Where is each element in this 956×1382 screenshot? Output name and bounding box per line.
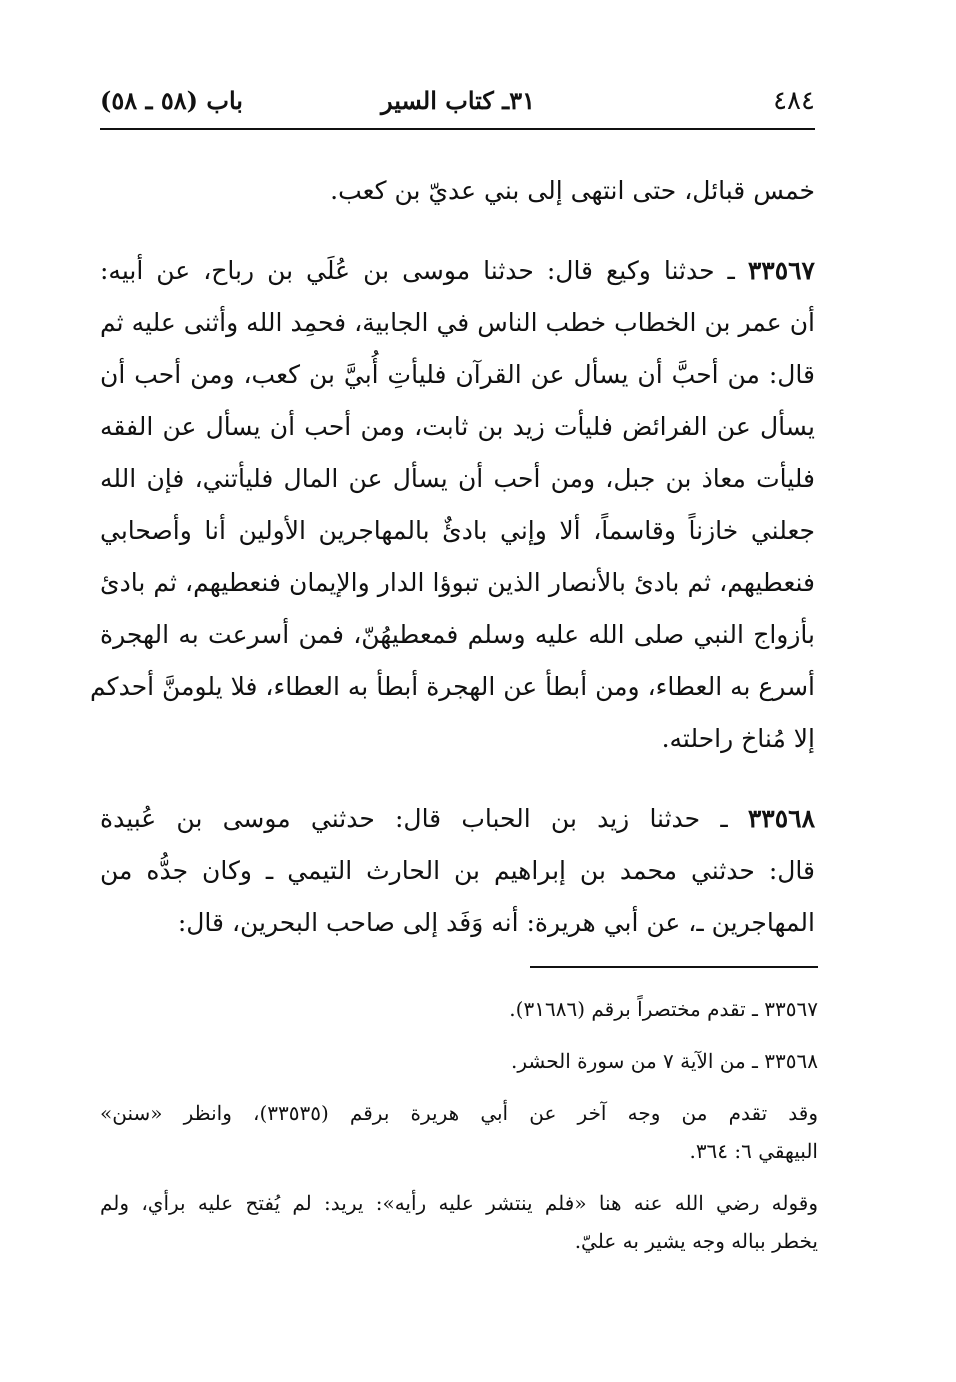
line-text: المهاجرين ـ، عن أبي هريرة: أنه وَفَد إلى صاحب البحرين، قال: — [177, 908, 815, 937]
footnote — [100, 1094, 818, 1170]
hadith-number: ٣٣٥٦٨ — [747, 804, 815, 833]
footnote-divider — [530, 966, 818, 968]
line-text: بأزواج النبي صلى الله عليه وسلم فمعطيهُنّ، فمن أسرعت به الهجرة — [100, 620, 815, 649]
chapter-reference: باب (٥٨ ـ ٥٨) — [100, 86, 243, 115]
line-text: يسأل عن الفرائض فليأت زيد بن ثابت، ومن أحب أن يسأل عن الفقه — [100, 412, 815, 441]
footnote — [100, 990, 818, 1028]
line-text: أن عمر بن الخطاب خطب الناس في الجابية، فحمِد الله وأثنى عليه ثم — [100, 308, 815, 337]
paragraph — [100, 793, 815, 949]
hadith-number: ٣٣٥٦٧ — [747, 256, 815, 285]
line-text: قال: حدثني محمد بن إبراهيم بن الحارث التيمي ـ وكان جدُّه من — [100, 856, 815, 885]
text-line — [100, 609, 815, 661]
line-text: فنعطيهم، ثم بادئ بالأنصار الذين تبوؤا الدار والإيمان فنعطيهم، ثم بادئ — [100, 568, 815, 597]
text-line — [100, 165, 815, 217]
footnote-line: ٣٣٥٦٧ ـ تقدم مختصراً برقم (٣١٦٨٦). — [509, 997, 818, 1021]
text-line — [100, 557, 815, 609]
paragraph — [90, 245, 815, 765]
line-text: ـ حدثنا وكيع قال: حدثنا موسى بن عُلَي بن رباح، عن أبيه: — [100, 256, 735, 285]
footnote-line: ٣٣٥٦٨ ـ من الآية ٧ من سورة الحشر. — [511, 1049, 818, 1073]
text-line — [100, 505, 815, 557]
text-line — [100, 845, 815, 897]
text-line — [100, 349, 815, 401]
book-title: ٣١ـ كتاب السير — [381, 86, 535, 115]
footnote — [100, 1184, 818, 1260]
footnote-line: وقوله رضي الله عنه هنا «فلم ينتشر عليه رأيه»: يريد: لم يُفتح عليه برأي، ولم — [100, 1191, 819, 1215]
text-line — [100, 793, 815, 845]
text-line — [100, 453, 815, 505]
line-text: إلا مُناخ راحلته. — [661, 724, 815, 753]
paragraph — [100, 165, 815, 217]
line-text: قال: من أحبَّ أن يسأل عن القرآن فليأتِ أُبيَّ بن كعب، ومن أحب أن — [100, 360, 815, 389]
footnote-line: وقد تقدم من وجه آخر عن أبي هريرة برقم (٣٣٥٣٥)، وانظر «سنن» — [100, 1101, 818, 1125]
footnote-line: البيهقي ٦: ٣٦٤. — [689, 1139, 818, 1163]
line-text: خمس قبائل، حتى انتهى إلى بني عديّ بن كعب. — [330, 176, 815, 205]
main-text — [90, 165, 815, 977]
page-number: ٤٨٤ — [773, 86, 815, 116]
page-header — [100, 82, 815, 130]
footnotes — [100, 990, 818, 1274]
footnote — [100, 1042, 818, 1080]
text-line — [100, 245, 815, 297]
line-text: جعلني خازناً وقاسماً، ألا وإني بادئٌ بالمهاجرين الأولين أنا وأصحابي — [100, 516, 815, 545]
footnote-line: يخطر بباله وجه يشير به عليّ. — [574, 1229, 818, 1253]
line-text: ـ حدثنا زيد بن الحباب قال: حدثني موسى بن عُبيدة — [100, 804, 728, 833]
line-text: أسرع به العطاء، ومن أبطأ عن الهجرة أبطأ به العطاء، فلا يلومنَّ أحدكم — [90, 672, 815, 701]
line-text: فليأت معاذ بن جبل، ومن أحب أن يسأل عن المال فليأتني، فإن الله — [100, 464, 815, 493]
text-line — [100, 401, 815, 453]
text-line — [90, 661, 815, 713]
text-line — [100, 897, 815, 949]
text-line — [100, 297, 815, 349]
text-line — [100, 713, 815, 765]
